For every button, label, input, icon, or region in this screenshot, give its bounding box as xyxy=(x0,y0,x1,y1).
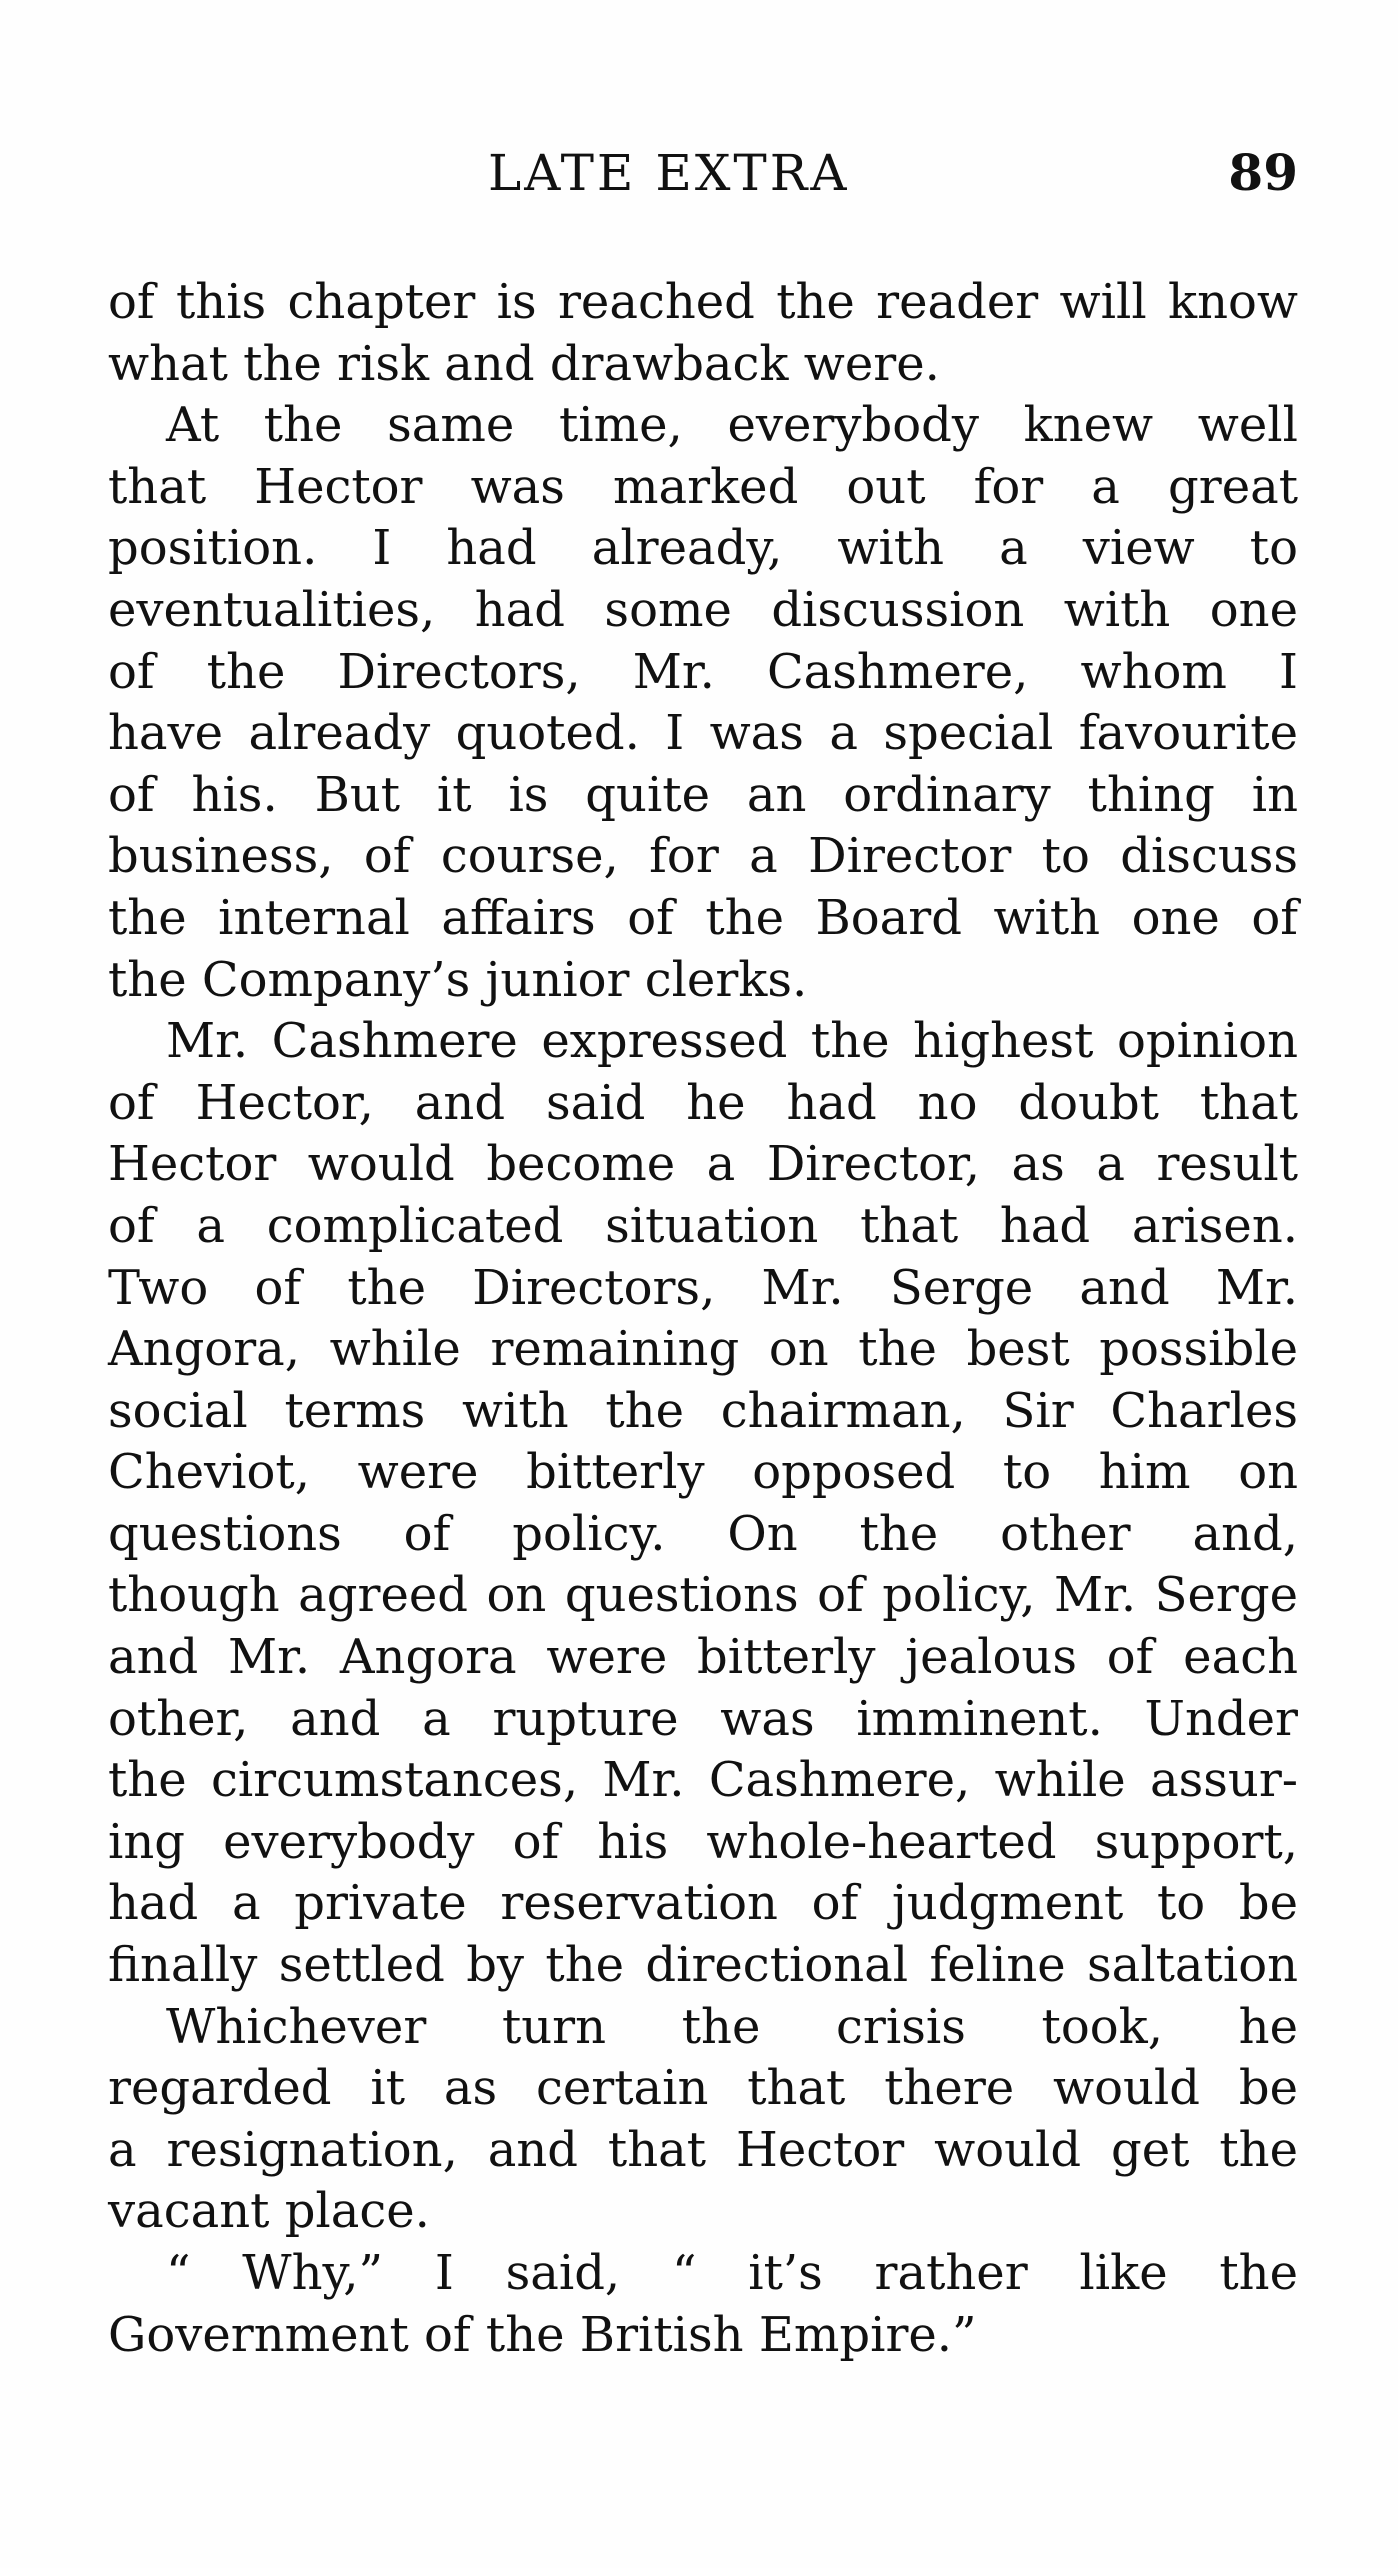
text-line: finally settled by the directional feline saltation xyxy=(108,1937,1298,1994)
text-line: Two of the Directors, Mr. Serge and Mr. xyxy=(108,1259,1298,1316)
text-line: of this chapter is reached the reader will know xyxy=(108,274,1298,330)
text-line: At the same time, everybody knew well xyxy=(166,397,1298,454)
text-line: of Hector, and said he had no doubt that xyxy=(108,1074,1298,1131)
text-line: and Mr. Angora were bitterly jealous of each xyxy=(108,1629,1298,1686)
text-line: have already quoted. I was a special favourite xyxy=(108,705,1298,762)
text-line: vacant place. xyxy=(108,2183,430,2240)
text-line: that Hector was marked out for a great xyxy=(108,458,1298,515)
text-line: the Company’s junior clerks. xyxy=(108,951,808,1008)
text-line: of his. But it is quite an ordinary thing in xyxy=(108,766,1298,823)
text-line: eventualities, had some discussion with one xyxy=(108,581,1298,638)
running-title: LATE EXTRA xyxy=(488,144,850,202)
text-line: though agreed on questions of policy, Mr. Serge xyxy=(108,1567,1298,1624)
text-line: a resignation, and that Hector would get the xyxy=(108,2121,1298,2178)
text-line: Whichever turn the crisis took, he xyxy=(166,1998,1298,2055)
text-line: of a complicated situation that had arisen. xyxy=(108,1197,1298,1254)
body-text xyxy=(108,272,1298,2366)
text-line: Mr. Cashmere expressed the highest opinion xyxy=(166,1013,1298,1070)
text-line: the internal affairs of the Board with one of xyxy=(108,889,1298,946)
text-line: other, and a rupture was imminent. Under xyxy=(108,1690,1298,1747)
running-head xyxy=(108,138,1298,208)
text-line: Hector would become a Director, as a result xyxy=(108,1136,1298,1193)
text-line: ing everybody of his whole-hearted support, xyxy=(108,1813,1298,1870)
text-line: the circumstances, Mr. Cashmere, while assur- xyxy=(108,1752,1298,1809)
text-line: had a private reservation of judgment to be xyxy=(108,1875,1298,1932)
text-line: of the Directors, Mr. Cashmere, whom I xyxy=(108,643,1298,700)
text-line: regarded it as certain that there would be xyxy=(108,2060,1298,2117)
text-line: Angora, while remaining on the best possible xyxy=(108,1321,1298,1378)
text-line: questions of policy. On the other and, xyxy=(108,1505,1298,1562)
page-number: 89 xyxy=(1228,143,1298,202)
text-line: business, of course, for a Director to discuss xyxy=(108,828,1298,885)
text-line: Cheviot, were bitterly opposed to him on xyxy=(108,1444,1298,1501)
text-line: position. I had already, with a view to xyxy=(108,520,1298,577)
text-line: Government of the British Empire.” xyxy=(108,2306,977,2363)
text-line: social terms with the chairman, Sir Charles xyxy=(108,1382,1298,1439)
text-line: “ Why,” I said, “ it’s rather like the xyxy=(166,2245,1298,2301)
text-line: what the risk and drawback were. xyxy=(108,335,940,392)
